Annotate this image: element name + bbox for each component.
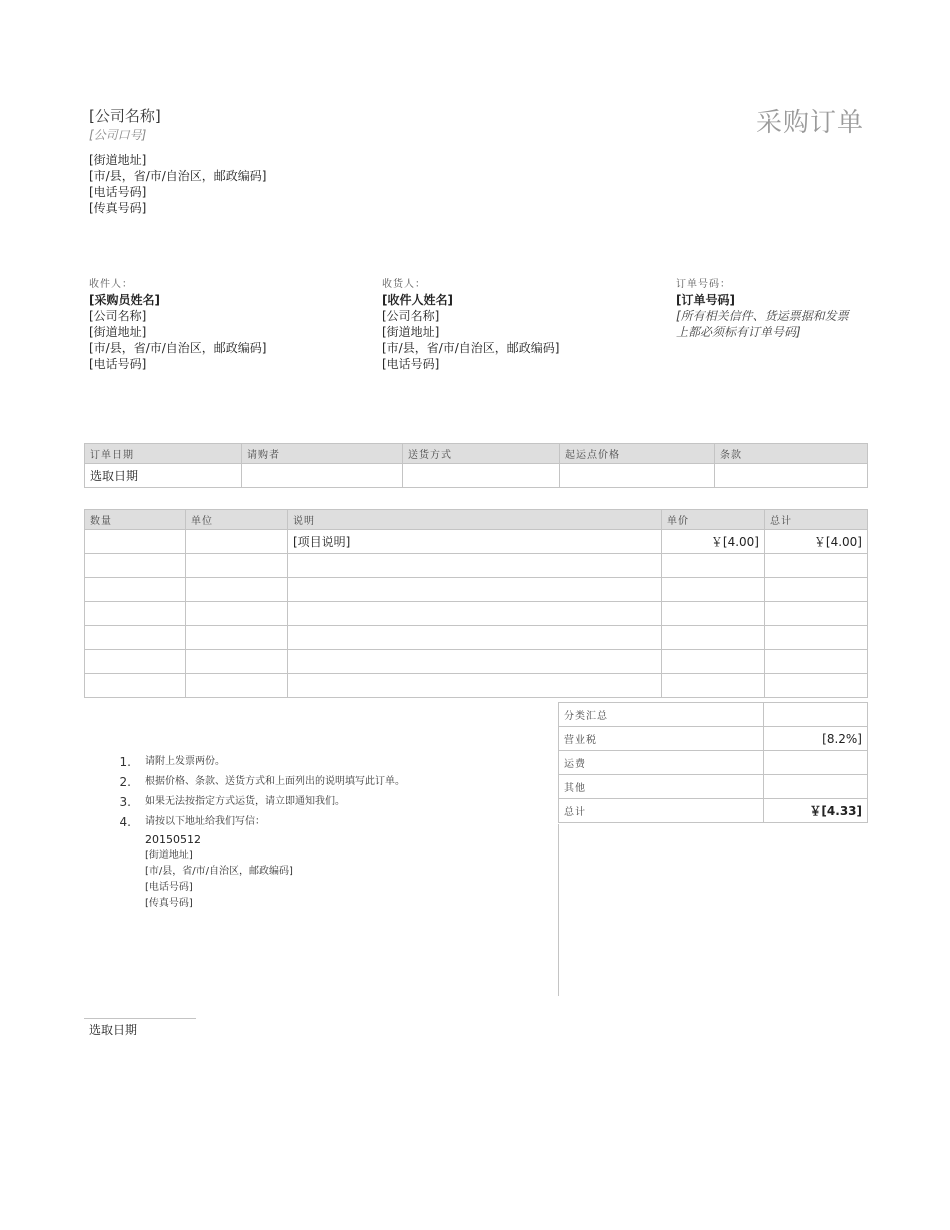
description-cell[interactable]: [288, 674, 662, 698]
signature-line: [84, 1018, 196, 1019]
line-total-cell[interactable]: [765, 650, 868, 674]
order-info-table: [84, 443, 868, 488]
header-quantity: 数量: [85, 510, 186, 530]
note-text: 请附上发票两份。: [145, 756, 225, 767]
company-name: [公司名称]: [89, 107, 161, 125]
unit-price-cell[interactable]: [662, 674, 765, 698]
address-street: [街道地址]: [89, 153, 147, 167]
contact-id: 20150512: [145, 833, 201, 846]
order-number-label: 订单号码：: [676, 279, 731, 290]
sales-tax-value[interactable]: [8.2%]: [764, 727, 868, 751]
unit-price-cell[interactable]: [662, 554, 765, 578]
recipient-label: 收件人：: [89, 279, 133, 290]
order-number-note-1: [所有相关信件、货运票据和发票: [676, 309, 849, 323]
order-number-note-2: 上都必须标有订单号码]: [676, 325, 801, 339]
note-number: 4.: [119, 815, 131, 829]
line-total-cell[interactable]: [765, 674, 868, 698]
table-row: [85, 650, 868, 674]
quantity-cell[interactable]: [85, 626, 186, 650]
document-title: 采购订单: [755, 108, 864, 138]
other-label: 其他: [559, 775, 764, 799]
description-cell[interactable]: [288, 626, 662, 650]
note-number: 2.: [119, 775, 131, 789]
list-item: [119, 752, 545, 772]
list-item: [119, 812, 545, 832]
items-table: [84, 509, 868, 698]
list-item: [119, 772, 545, 792]
other-value[interactable]: [764, 775, 868, 799]
table-row: [85, 554, 868, 578]
quantity-cell[interactable]: [85, 530, 186, 554]
note-text: 请按以下地址给我们写信：: [145, 816, 265, 827]
unit-cell[interactable]: [186, 530, 288, 554]
order-number-value: [订单号码]: [676, 293, 735, 307]
description-cell[interactable]: [项目说明]: [288, 530, 662, 554]
contact-address: [145, 831, 293, 912]
header-unit-price: 单价: [662, 510, 765, 530]
note-text: 根据价格、条款、送货方式和上面列出的说明填写此订单。: [145, 776, 405, 787]
quantity-cell[interactable]: [85, 674, 186, 698]
header-order-date: 订单日期: [85, 444, 242, 464]
sales-tax-label: 营业税: [559, 727, 764, 751]
contact-street: [街道地址]: [145, 850, 193, 861]
ship-to-city: [市/县，省/市/自治区，邮政编码]: [382, 341, 560, 355]
recipient-block: [89, 278, 267, 372]
header-line-total: 总计: [765, 510, 868, 530]
contact-fax: [传真号码]: [145, 898, 193, 909]
company-address: [89, 152, 267, 216]
contact-city: [市/县，省/市/自治区，邮政编码]: [145, 866, 293, 877]
header-requester: 请购者: [242, 444, 403, 464]
line-total-cell[interactable]: [765, 554, 868, 578]
ship-to-block: [382, 278, 560, 372]
grand-total-value[interactable]: ￥[4.33]: [764, 799, 868, 823]
quantity-cell[interactable]: [85, 602, 186, 626]
unit-price-cell[interactable]: [662, 650, 765, 674]
table-row: [85, 530, 868, 554]
note-number: 3.: [119, 795, 131, 809]
shipping-method-cell[interactable]: [403, 464, 560, 488]
table-row: [85, 626, 868, 650]
unit-cell[interactable]: [186, 650, 288, 674]
description-cell[interactable]: [288, 554, 662, 578]
unit-price-cell[interactable]: [662, 626, 765, 650]
header-unit: 单位: [186, 510, 288, 530]
address-fax: [传真号码]: [89, 201, 147, 215]
recipient-city: [市/县，省/市/自治区，邮政编码]: [89, 341, 267, 355]
recipient-name: [采购员姓名]: [89, 293, 160, 307]
note-text: 如果无法按指定方式运货，请立即通知我们。: [145, 796, 345, 807]
company-slogan: [公司口号]: [89, 128, 147, 142]
description-cell[interactable]: [288, 650, 662, 674]
table-row: [85, 602, 868, 626]
quantity-cell[interactable]: [85, 578, 186, 602]
description-cell[interactable]: [288, 578, 662, 602]
header-description: 说明: [288, 510, 662, 530]
ship-to-label: 收货人：: [382, 279, 426, 290]
order-number-block: [676, 278, 849, 340]
unit-cell[interactable]: [186, 602, 288, 626]
line-total-cell[interactable]: [765, 602, 868, 626]
shipping-label: 运费: [559, 751, 764, 775]
address-city: [市/县，省/市/自治区，邮政编码]: [89, 169, 267, 183]
contact-phone: [电话号码]: [145, 882, 193, 893]
vertical-divider: [558, 824, 559, 996]
subtotal-label: 分类汇总: [559, 703, 764, 727]
order-date-picker[interactable]: 选取日期: [85, 464, 242, 488]
header-terms: 条款: [715, 444, 868, 464]
recipient-phone: [电话号码]: [89, 357, 147, 371]
unit-cell[interactable]: [186, 674, 288, 698]
ship-to-company: [公司名称]: [382, 309, 440, 323]
unit-price-cell[interactable]: [662, 578, 765, 602]
unit-price-cell[interactable]: [662, 602, 765, 626]
note-number: 1.: [119, 755, 131, 769]
quantity-cell[interactable]: [85, 650, 186, 674]
table-row: [85, 674, 868, 698]
ship-to-name: [收件人姓名]: [382, 293, 453, 307]
ship-to-phone: [电话号码]: [382, 357, 440, 371]
unit-price-cell[interactable]: ￥[4.00]: [662, 530, 765, 554]
notes-list: [119, 752, 545, 832]
quantity-cell[interactable]: [85, 554, 186, 578]
terms-cell[interactable]: [715, 464, 868, 488]
header-fob-price: 起运点价格: [560, 444, 715, 464]
shipping-value[interactable]: [764, 751, 868, 775]
line-total-cell[interactable]: [765, 578, 868, 602]
recipient-street: [街道地址]: [89, 325, 147, 339]
requester-cell[interactable]: [242, 464, 403, 488]
recipient-company: [公司名称]: [89, 309, 147, 323]
fob-price-cell[interactable]: [560, 464, 715, 488]
line-total-cell[interactable]: [765, 626, 868, 650]
unit-cell[interactable]: [186, 626, 288, 650]
unit-cell[interactable]: [186, 554, 288, 578]
grand-total-label: 总计: [559, 799, 764, 823]
list-item: [119, 792, 545, 812]
description-cell[interactable]: [288, 602, 662, 626]
address-phone: [电话号码]: [89, 185, 147, 199]
ship-to-street: [街道地址]: [382, 325, 440, 339]
totals-table: [558, 702, 868, 823]
line-total-cell[interactable]: ￥[4.00]: [765, 530, 868, 554]
table-row: [85, 578, 868, 602]
signature-date-picker[interactable]: 选取日期: [89, 1023, 138, 1037]
header-shipping-method: 送货方式: [403, 444, 560, 464]
unit-cell[interactable]: [186, 578, 288, 602]
subtotal-value[interactable]: [764, 703, 868, 727]
